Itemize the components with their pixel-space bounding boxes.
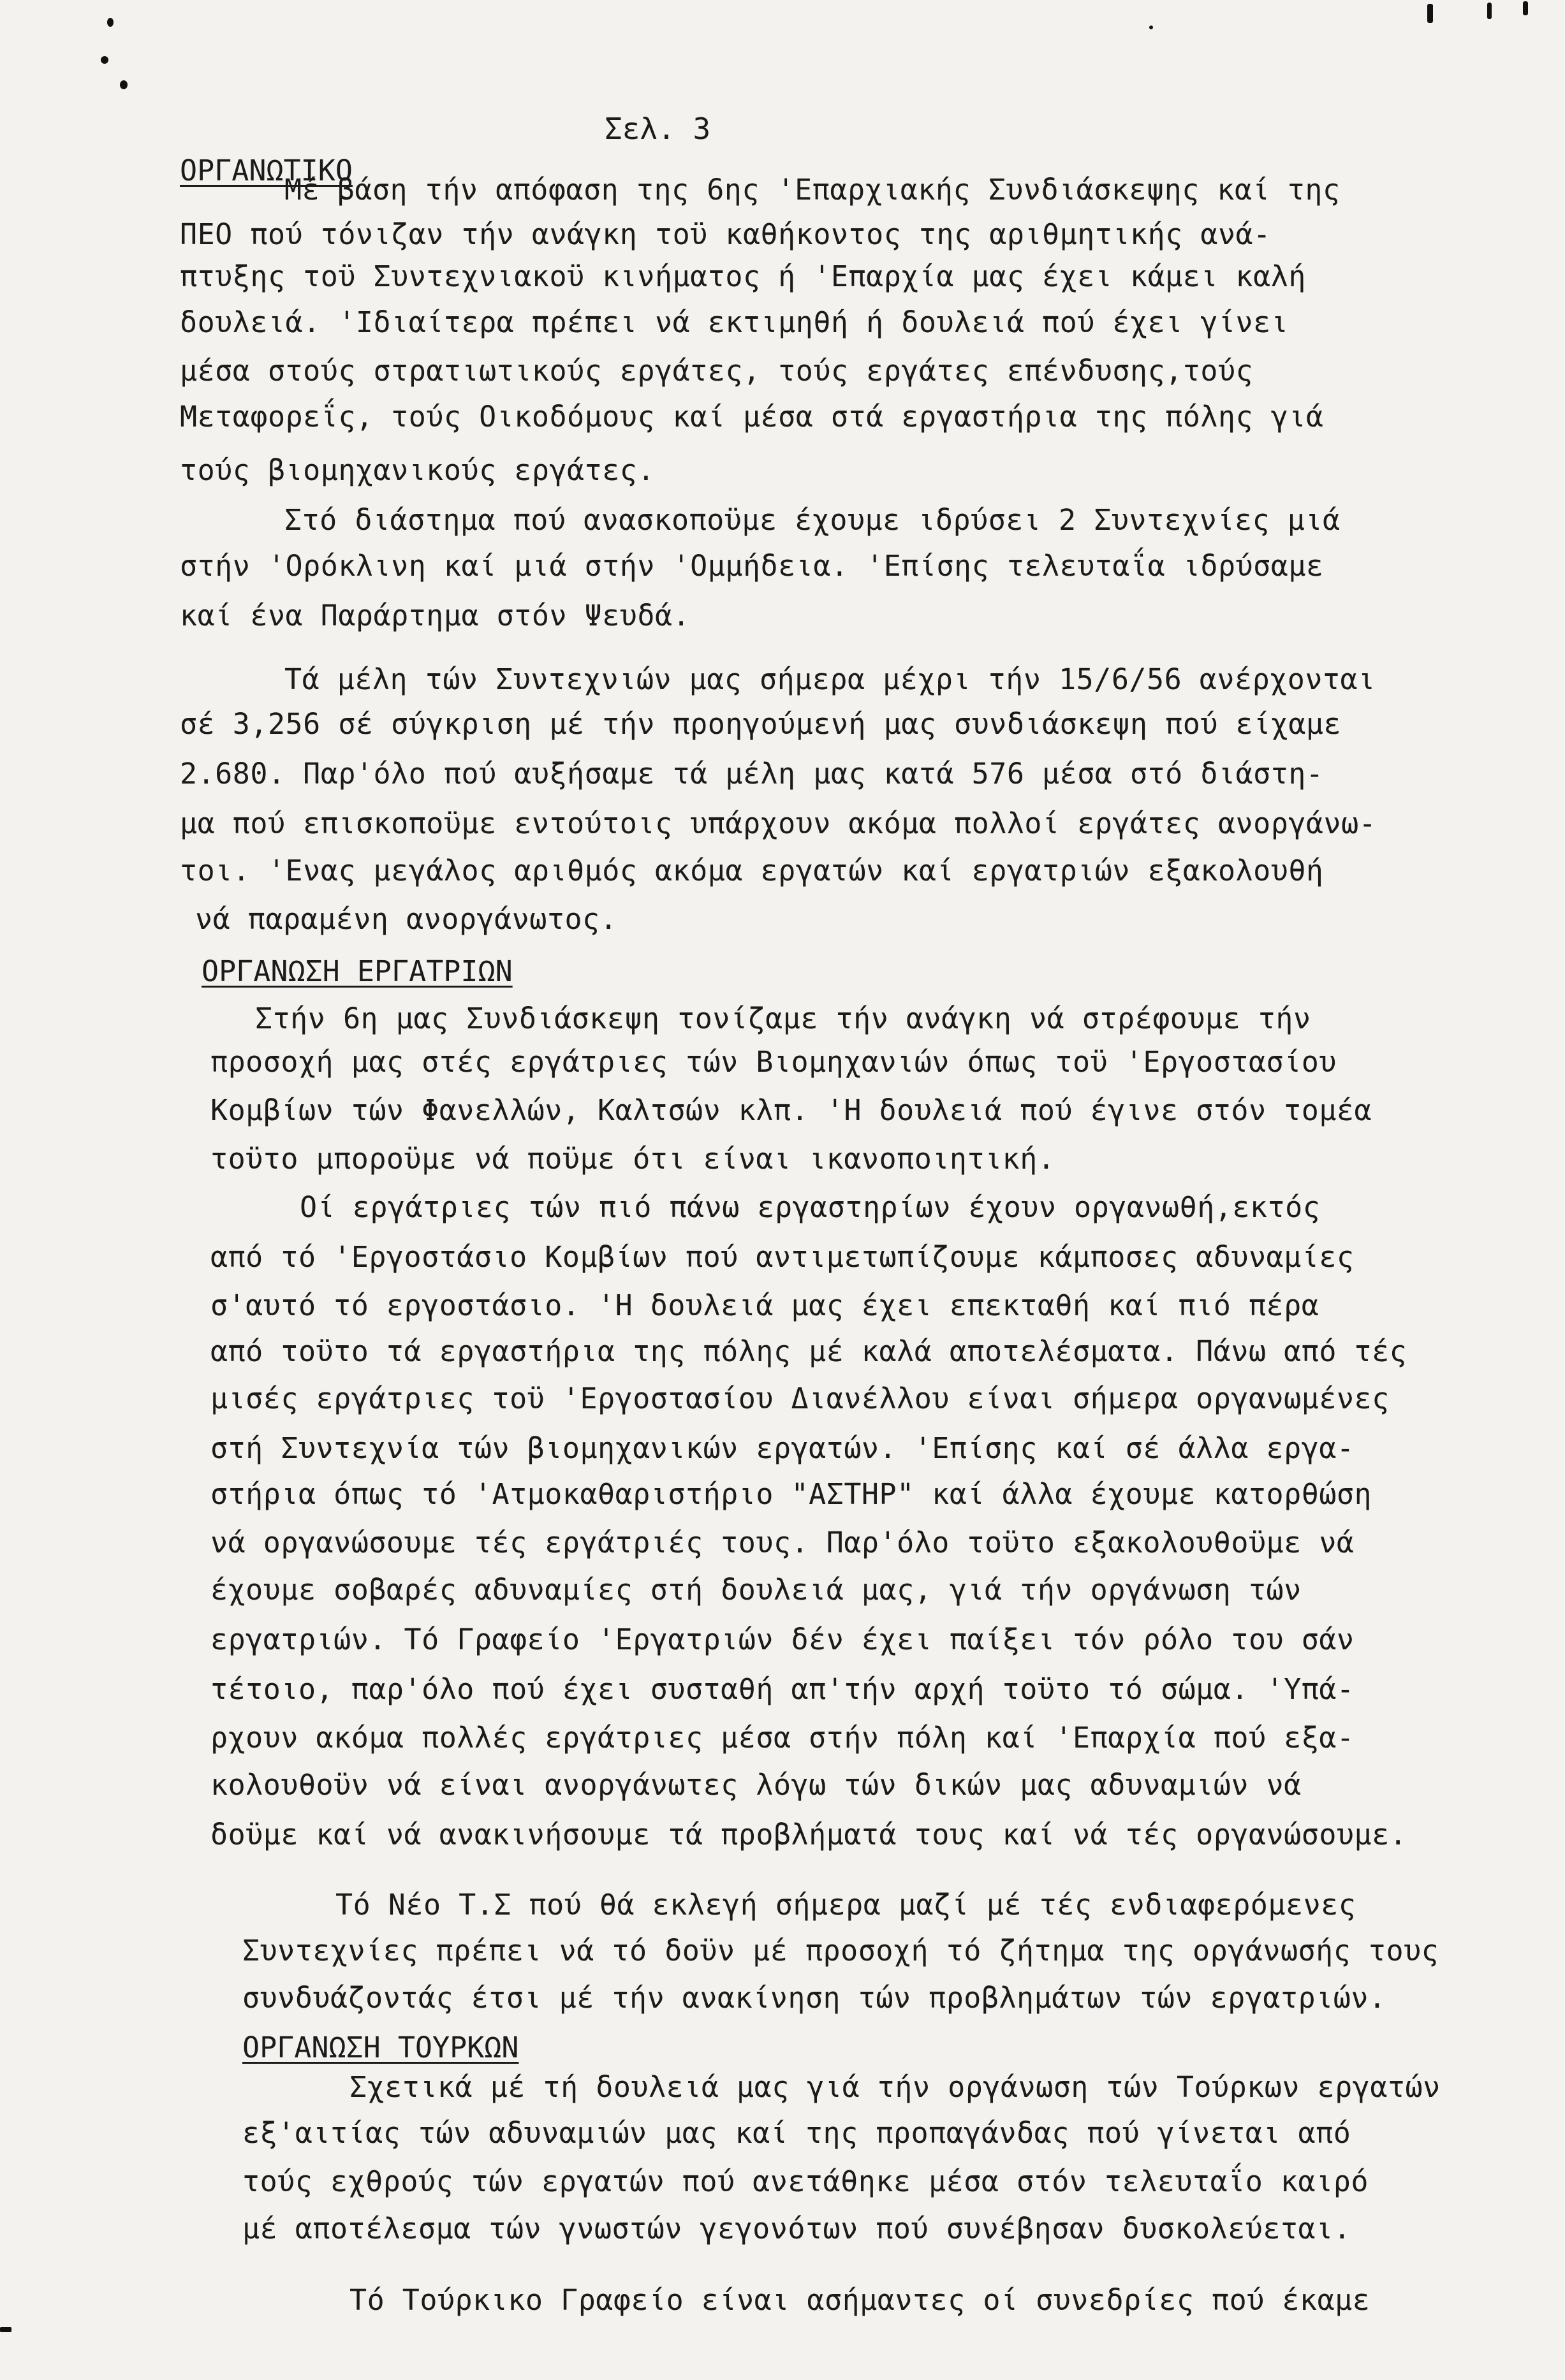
text-line: Οί εργάτριες τών πιό πάνω εργαστηρίων έχουν οργανωθή,εκτός (300, 1190, 1321, 1224)
text-line: Στό διάστημα πού ανασκοποϋμε έχουμε ιδρύσει 2 Συντεχνίες μιά (284, 503, 1341, 537)
text-line: δοϋμε καί νά ανακινήσουμε τά προβλήματά τους καί νά τές οργανώσουμε. (210, 1818, 1407, 1851)
text-line: μέ αποτέλεσμα τών γνωστών γεγονότων πού συνέβησαν δυσκολεύεται. (242, 2212, 1351, 2245)
text-line: στήν 'Ορόκλινη καί μιά στήν 'Ομμήδεια. 'Επίσης τελευταΐα ιδρύσαμε (180, 549, 1324, 583)
text-line: 2.680. Παρ'όλο πού αυξήσαμε τά μέλη μας κατά 576 μέσα στό διάστη- (180, 757, 1324, 791)
text-line: νά οργανώσουμε τές εργάτριές τους. Παρ'όλο τοϋτο εξακολουθοϋμε νά (210, 1526, 1355, 1559)
text-line: τοϋτο μποροϋμε νά ποϋμε ότι είναι ικανοποιητική. (210, 1142, 1055, 1176)
text-line: Τό Τούρκικο Γραφείο είναι ασήμαντες οί συνεδρίες πού έκαμε (349, 2283, 1370, 2317)
page-number: Σελ. 3 (605, 112, 711, 146)
text-line: εργατριών. Τό Γραφείο 'Εργατριών δέν έχει παίξει τόν ρόλο του σάν (210, 1623, 1355, 1656)
scan-speck (107, 18, 114, 27)
scan-speck (1487, 3, 1492, 19)
text-line: σέ 3,256 σέ σύγκριση μέ τήν προηγούμενή μας συνδιάσκεψη πού είχαμε (180, 707, 1342, 741)
text-line: Μέ βάση τήν απόφαση της 6ης 'Επαρχιακής Συνδιάσκεψης καί της (284, 173, 1341, 207)
text-line: Συντεχνίες πρέπει νά τό δοϋν μέ προσοχή τό ζήτημα της οργάνωσής τους (242, 1934, 1439, 1968)
scan-speck (120, 80, 128, 89)
text-line: εξ'αιτίας τών αδυναμιών μας καί της προπαγάνδας πού γίνεται από (242, 2116, 1351, 2150)
text-line: Τά μέλη τών Συντεχνιών μας σήμερα μέχρι τήν 15/6/56 ανέρχονται (284, 662, 1376, 696)
text-line: μέσα στούς στρατιωτικούς εργάτες, τούς εργάτες επένδυσης,τούς (180, 354, 1254, 388)
text-line: έχουμε σοβαρές αδυναμίες στή δουλειά μας, γιά τήν οργάνωση τών (210, 1573, 1302, 1607)
scan-speck (1523, 1, 1528, 15)
scan-speck (0, 2327, 11, 2332)
text-line: από τοϋτο τά εργαστήρια της πόλης μέ καλά αποτελέσματα. Πάνω από τές (210, 1334, 1407, 1368)
text-line: Τό Νέο Τ.Σ πού θά εκλεγή σήμερα μαζί μέ τές ενδιαφερόμενες (335, 1888, 1356, 1922)
text-line: δουλειά. 'Ιδιαίτερα πρέπει νά εκτιμηθή ή δουλειά πού έχει γίνει (180, 305, 1289, 339)
scan-speck (1149, 26, 1153, 29)
text-line: Σχετικά μέ τή δουλειά μας γιά τήν οργάνωση τών Τούρκων εργατών (349, 2070, 1441, 2104)
text-line: πτυξης τοϋ Συντεχνιακοϋ κινήματος ή 'Επαρχία μας έχει κάμει καλή (180, 259, 1306, 293)
text-line: Στήν 6η μας Συνδιάσκεψη τονίζαμε τήν ανάγκη νά στρέφουμε τήν (255, 1002, 1311, 1035)
text-line: προσοχή μας στές εργάτριες τών Βιομηχανιών όπως τοϋ 'Εργοστασίου (210, 1045, 1337, 1079)
text-line: συνδυάζοντάς έτσι μέ τήν ανακίνηση τών προβλημάτων τών εργατριών. (242, 1981, 1386, 2015)
scan-speck (101, 56, 108, 64)
text-line: ρχουν ακόμα πολλές εργάτριες μέσα στήν πόλη καί 'Επαρχία πού εξα- (210, 1721, 1355, 1755)
text-line: από τό 'Εργοστάσιο Κομβίων πού αντιμετωπίζουμε κάμποσες αδυναμίες (210, 1240, 1355, 1274)
section-heading-turkish-workers: ΟΡΓΑΝΩΣΗ ΤΟΥΡΚΩΝ (242, 2031, 519, 2064)
text-line: μισές εργάτριες τοϋ 'Εργοστασίου Διανέλλου είναι σήμερα οργανωμένες (210, 1382, 1390, 1415)
text-line: τούς εχθρούς τών εργατών πού ανετάθηκε μέσα στόν τελευταΐο καιρό (242, 2165, 1369, 2198)
text-line: νά παραμένη ανοργάνωτος. (195, 902, 618, 936)
text-line: κολουθοϋν νά είναι ανοργάνωτες λόγω τών δικών μας αδυναμιών νά (210, 1768, 1302, 1802)
text-line: σ'αυτό τό εργοστάσιο. 'Η δουλειά μας έχει επεκταθή καί πιό πέρα (210, 1289, 1319, 1322)
text-line: μα πού επισκοποϋμε εντούτοις υπάρχουν ακόμα πολλοί εργάτες ανοργάνω- (180, 807, 1377, 840)
section-heading-women-workers: ΟΡΓΑΝΩΣΗ ΕΡΓΑΤΡΙΩΝ (202, 954, 513, 988)
text-line: στή Συντεχνία τών βιομηχανικών εργατών. 'Επίσης καί σέ άλλα εργα- (210, 1431, 1355, 1465)
section-heading-organizational: ΟΡΓΑΝΩΤΙΚΟ (180, 154, 353, 187)
text-line: Κομβίων τών Φανελλών, Καλτσών κλπ. 'Η δουλειά πού έγινε στόν τομέα (210, 1093, 1372, 1127)
scan-speck (1427, 4, 1433, 23)
text-line: καί ένα Παράρτημα στόν Ψευδά. (180, 599, 691, 632)
text-line: ΠΕΟ πού τόνιζαν τήν ανάγκη τοϋ καθήκοντος της αριθμητικής ανά- (180, 217, 1271, 251)
text-line: τέτοιο, παρ'όλο πού έχει συσταθή απ'τήν αρχή τοϋτο τό σώμα. 'Υπά- (210, 1672, 1355, 1706)
text-line: στήρια όπως τό 'Ατμοκαθαριστήριο "ΑΣΤΗΡ" καί άλλα έχουμε κατορθώση (210, 1477, 1372, 1511)
text-line: τούς βιομηχανικούς εργάτες. (180, 453, 655, 487)
text-line: Μεταφορεΐς, τούς Οικοδόμους καί μέσα στά εργαστήρια της πόλης γιά (180, 400, 1324, 434)
text-line: τοι. 'Ενας μεγάλος αριθμός ακόμα εργατών καί εργατριών εξακολουθή (180, 854, 1324, 887)
